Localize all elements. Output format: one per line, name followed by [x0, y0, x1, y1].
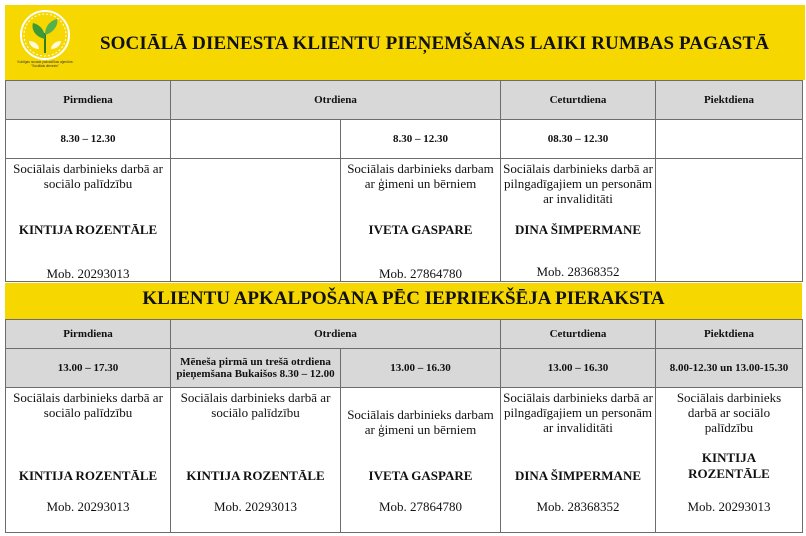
time-row: [6, 349, 803, 388]
staff-name: KINTIJA ROZENTĀLE: [18, 222, 158, 237]
day-header-row: [6, 320, 803, 349]
day-header: Piektdiena: [656, 320, 803, 349]
staff-role: Sociālais darbinieks darbam ar ģimeni un bērniem: [347, 161, 494, 191]
staff-name: KINTIJA ROZENTĀLE: [688, 450, 770, 481]
page-title: SOCIĀLĀ DIENESTA KLIENTU PIEŅEMŠANAS LAIKI RUMBAS PAGASTĀ: [100, 33, 770, 54]
time-cell: Mēneša pirmā un trešā otrdiena pieņemšana Bukaišos 8.30 – 12.00: [171, 349, 341, 388]
time-cell: 13.00 – 17.30: [6, 349, 171, 388]
day-header: Piektdiena: [656, 81, 803, 120]
time-cell: 8.00-12.30 un 13.00-15.30: [656, 349, 803, 388]
staff-phone: Mob. 20293013: [213, 499, 298, 514]
staff-row: [6, 388, 803, 533]
staff-phone: Mob. 20293013: [687, 499, 771, 514]
staff-cell: [171, 388, 341, 533]
staff-phone: Mob. 20293013: [46, 499, 130, 514]
day-header: Otrdiena: [171, 320, 501, 349]
staff-cell: [341, 159, 501, 282]
time-cell: 13.00 – 16.30: [341, 349, 501, 388]
staff-cell: [6, 388, 171, 533]
time-cell: 08.30 – 12.30: [501, 120, 656, 159]
day-header: Ceturtdiena: [501, 320, 656, 349]
staff-cell: [501, 388, 656, 533]
time-cell: 8.30 – 12.30: [341, 120, 501, 159]
staff-row: [6, 159, 803, 282]
header-banner: [5, 5, 805, 80]
staff-cell: [501, 159, 656, 282]
logo-icon: [15, 9, 75, 61]
staff-role: Sociālais darbinieks darbā ar sociālo palīdzību: [13, 390, 163, 420]
schedule-table-1: [5, 80, 803, 282]
staff-role: Sociālais darbinieks darbā ar pilngadīgajiem un personām ar invaliditāti: [503, 161, 653, 206]
staff-role: Sociālais darbinieks darbā ar pilngadīgajiem un personām ar invaliditāti: [503, 390, 653, 435]
time-row: [6, 120, 803, 159]
staff-cell-empty: [656, 159, 803, 282]
staff-name: IVETA GASPARE: [368, 468, 473, 483]
section-2-title: KLIENTU APKALPOŠANA PĒC IEPRIEKŠĒJA PIERAKSTA: [5, 283, 802, 319]
staff-cell: [656, 388, 803, 533]
day-header: Otrdiena: [171, 81, 501, 120]
staff-name: IVETA GASPARE: [368, 222, 473, 237]
staff-role: Sociālais darbinieks darbā ar sociālo palīdzību: [676, 390, 782, 435]
staff-phone: Mob. 20293013: [46, 266, 130, 281]
time-cell: 13.00 – 16.30: [501, 349, 656, 388]
staff-role: Sociālais darbinieks darbā ar sociālo palīdzību: [180, 390, 331, 420]
time-cell: [656, 120, 803, 159]
day-header-row: [6, 81, 803, 120]
time-cell: [171, 120, 341, 159]
schedule-table-2: [5, 319, 803, 533]
staff-name: DINA ŠIMPERMANE: [514, 222, 642, 237]
staff-role: Sociālais darbinieks darbā ar sociālo palīdzību: [13, 161, 163, 191]
day-header: Pirmdiena: [6, 81, 171, 120]
staff-phone: Mob. 28368352: [536, 264, 620, 279]
staff-name: DINA ŠIMPERMANE: [514, 468, 642, 483]
staff-phone: Mob. 28368352: [536, 499, 620, 514]
staff-cell-empty: [171, 159, 341, 282]
logo: [15, 9, 75, 77]
staff-name: KINTIJA ROZENTĀLE: [18, 468, 158, 483]
staff-name: KINTIJA ROZENTĀLE: [186, 468, 325, 483]
staff-cell: [341, 388, 501, 533]
day-header: Ceturtdiena: [501, 81, 656, 120]
staff-cell: [6, 159, 171, 282]
time-cell: 8.30 – 12.30: [6, 120, 171, 159]
day-header: Pirmdiena: [6, 320, 171, 349]
staff-phone: Mob. 27864780: [378, 266, 463, 281]
logo-caption: Kuldīgas novada pašvaldības aģentūra "Sociālais dienests": [17, 60, 73, 68]
staff-role: Sociālais darbinieks darbam ar ģimeni un bērniem: [347, 407, 494, 437]
staff-phone: Mob. 27864780: [378, 499, 463, 514]
